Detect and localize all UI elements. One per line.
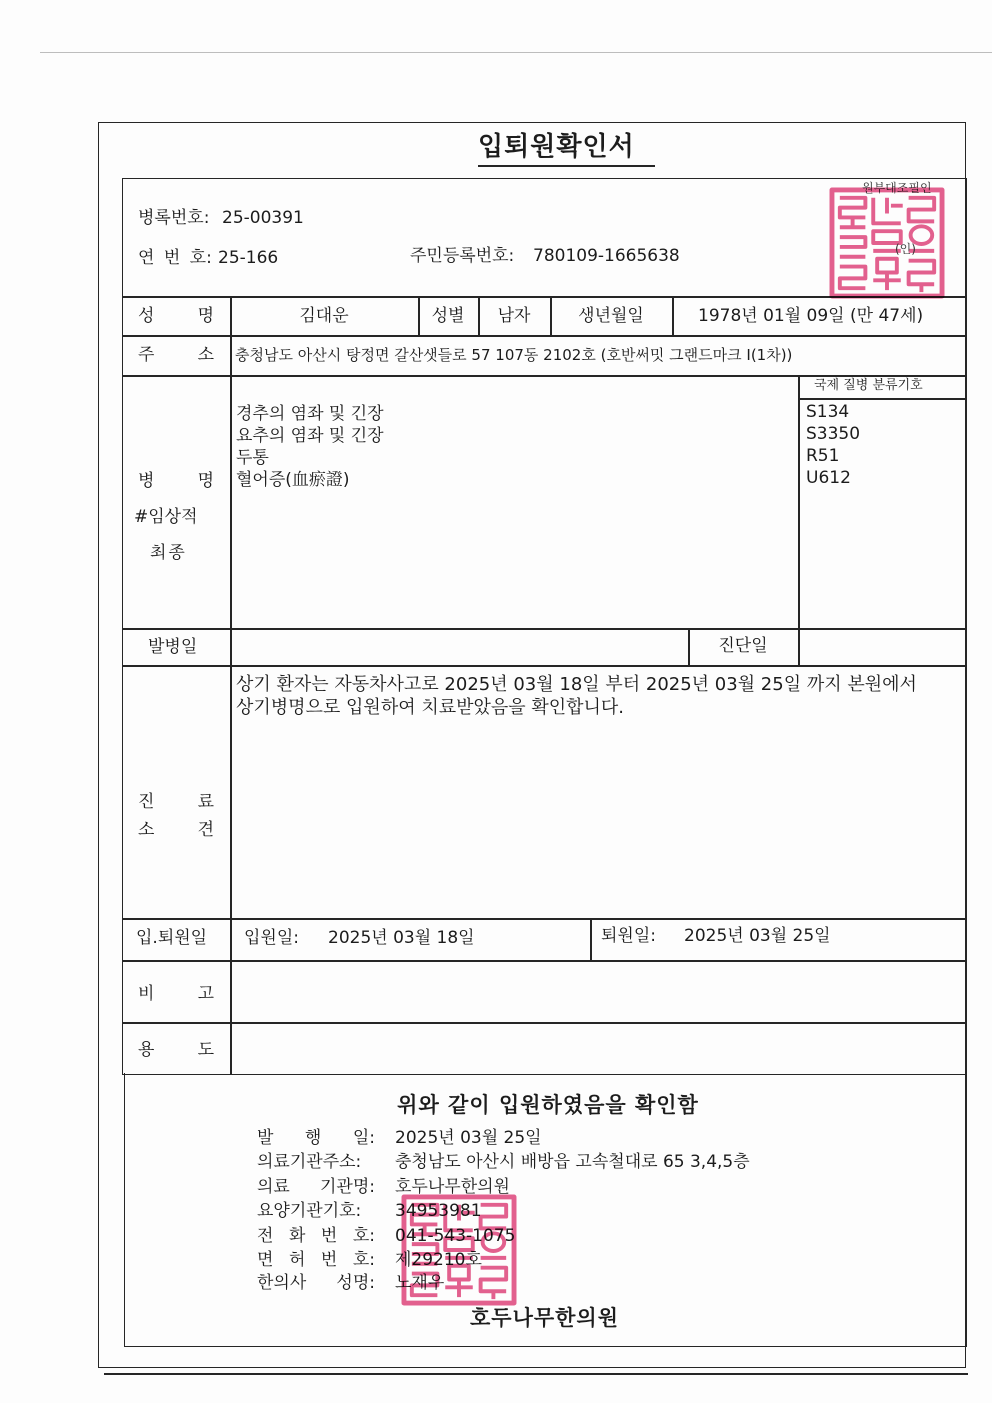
stay-label: 입.퇴원일 <box>136 928 208 948</box>
seal-stroke <box>840 257 866 288</box>
document-title: 입퇴원확인서 <box>478 132 635 162</box>
diagnosis-code: S3350 <box>806 424 861 444</box>
cell-rule <box>672 296 674 335</box>
findings-label: 진 료 <box>138 792 214 812</box>
institution-name-label: 의료 기관명: <box>257 1177 375 1197</box>
diagnosis-item: 두통 <box>236 448 269 468</box>
code-column-rule <box>798 375 800 665</box>
seal-stamp-bottom <box>400 1193 518 1307</box>
license-value: 제29210호 <box>395 1250 482 1270</box>
remarks-label: 비 고 <box>138 984 214 1004</box>
findings-label: 소 견 <box>138 820 214 840</box>
seal-stroke <box>445 1238 473 1250</box>
purpose-label: 용 도 <box>138 1040 214 1060</box>
row-rule <box>122 665 966 667</box>
sex-value: 남자 <box>497 306 531 326</box>
issue-date-label: 발 행 일: <box>257 1128 375 1148</box>
label-column-rule <box>230 296 232 1074</box>
icd-code-header: 국제 질병 분류기호 <box>814 378 923 393</box>
institution-address-value: 충청남도 아산시 배방읍 고속철대로 65 3,4,5층 <box>395 1152 750 1172</box>
row-rule <box>122 628 966 630</box>
admission-label: 입원일: <box>244 928 299 948</box>
phone-value: 041-543-1075 <box>395 1226 516 1246</box>
diagnosis-sublabel-final: 최종 <box>150 543 187 563</box>
sex-label: 성별 <box>431 306 465 326</box>
seal-stroke <box>873 198 902 224</box>
serial-label: 연 번 호: <box>138 248 212 268</box>
doctor-name-label: 한의사 성명: <box>257 1273 375 1293</box>
seal-stroke <box>483 1233 505 1251</box>
institution-address-label: 의료기관주소: <box>257 1152 362 1172</box>
seal-stroke <box>445 1258 473 1297</box>
rrn-label: 주민등록번호: <box>410 246 515 266</box>
institution-signature: 호두나무한의원 <box>470 1306 620 1330</box>
row-rule <box>122 918 966 920</box>
discharge-label: 퇴원일: <box>601 926 656 946</box>
diagnosis-sublabel-clinical: #임상적 <box>134 507 198 527</box>
seal-stroke <box>840 237 866 247</box>
institution-name-value: 호두나무한의원 <box>395 1177 510 1197</box>
diagnosis-code: S134 <box>806 402 850 422</box>
confirmation-statement: 위와 같이 입원하였음을 확인함 <box>397 1093 699 1117</box>
row-rule <box>122 960 966 962</box>
seal-stroke <box>840 198 866 218</box>
findings-line: 상기 환자는 자동차사고로 2025년 03월 18일 부터 2025년 03월 25일 까지 본원에서 <box>236 674 917 695</box>
dob-value: 1978년 01월 09일 (만 47세) <box>698 306 924 326</box>
seal-stroke <box>412 1264 438 1295</box>
cell-rule <box>590 918 592 960</box>
name-value: 김대운 <box>299 306 349 326</box>
seal-stroke <box>481 1258 507 1291</box>
outer-frame-double-line <box>104 1373 968 1375</box>
verification-note: 원부대조필인 <box>862 181 932 195</box>
care-code-label: 요양기관기호: <box>257 1201 362 1221</box>
row-rule <box>122 1022 966 1024</box>
seal-stroke <box>445 1205 474 1231</box>
address-label: 주 소 <box>138 345 214 365</box>
seal-stamp-top <box>828 186 946 300</box>
issue-date-value: 2025년 03월 25일 <box>395 1128 542 1148</box>
diagnosis-code: U612 <box>806 468 851 488</box>
rrn-value: 780109-1665638 <box>533 246 680 266</box>
record-no-value: 25-00391 <box>222 208 304 228</box>
diagnosis-item: 혈어증(血瘀證) <box>236 470 350 490</box>
seal-stroke <box>412 1205 438 1225</box>
title-underline <box>478 165 655 167</box>
seal-stroke <box>481 1205 507 1229</box>
seal-stroke <box>909 198 935 222</box>
admission-date: 2025년 03월 18일 <box>328 928 475 948</box>
code-header-rule <box>798 398 966 400</box>
phone-label: 전 화 번 호: <box>257 1226 375 1246</box>
record-no-label: 병록번호: <box>138 208 210 228</box>
serial-value: 25-166 <box>218 248 279 268</box>
seal-stroke <box>873 251 901 290</box>
scan-edge-line <box>40 52 992 53</box>
address-value: 충청남도 아산시 탕정면 갈산샛들로 57 107동 2102호 (호반써밋 그랜드마크 Ⅰ(1차)) <box>235 346 793 364</box>
care-code-value: 34953981 <box>395 1201 482 1221</box>
license-label: 면 허 번 호: <box>257 1250 375 1270</box>
name-label: 성 명 <box>138 306 214 326</box>
seal-stroke <box>412 1244 438 1254</box>
discharge-date: 2025년 03월 25일 <box>684 926 831 946</box>
diagnosis-code: R51 <box>806 446 840 466</box>
seal-mark: (인) <box>895 242 916 256</box>
dob-label: 생년월일 <box>578 306 644 326</box>
diagnosis-date-label: 진단일 <box>718 636 768 656</box>
row-rule <box>122 375 966 377</box>
doctor-name-value: 노재우 <box>395 1273 445 1293</box>
row-rule <box>122 335 966 337</box>
diagnosis-item: 경추의 염좌 및 긴장 <box>236 404 384 424</box>
findings-line: 상기병명으로 입원하여 치료받았음을 확인합니다. <box>236 697 625 718</box>
diagnosis-label: 병 명 <box>138 471 214 491</box>
onset-label: 발병일 <box>148 637 198 657</box>
diagnosis-item: 요추의 염좌 및 긴장 <box>236 426 384 446</box>
